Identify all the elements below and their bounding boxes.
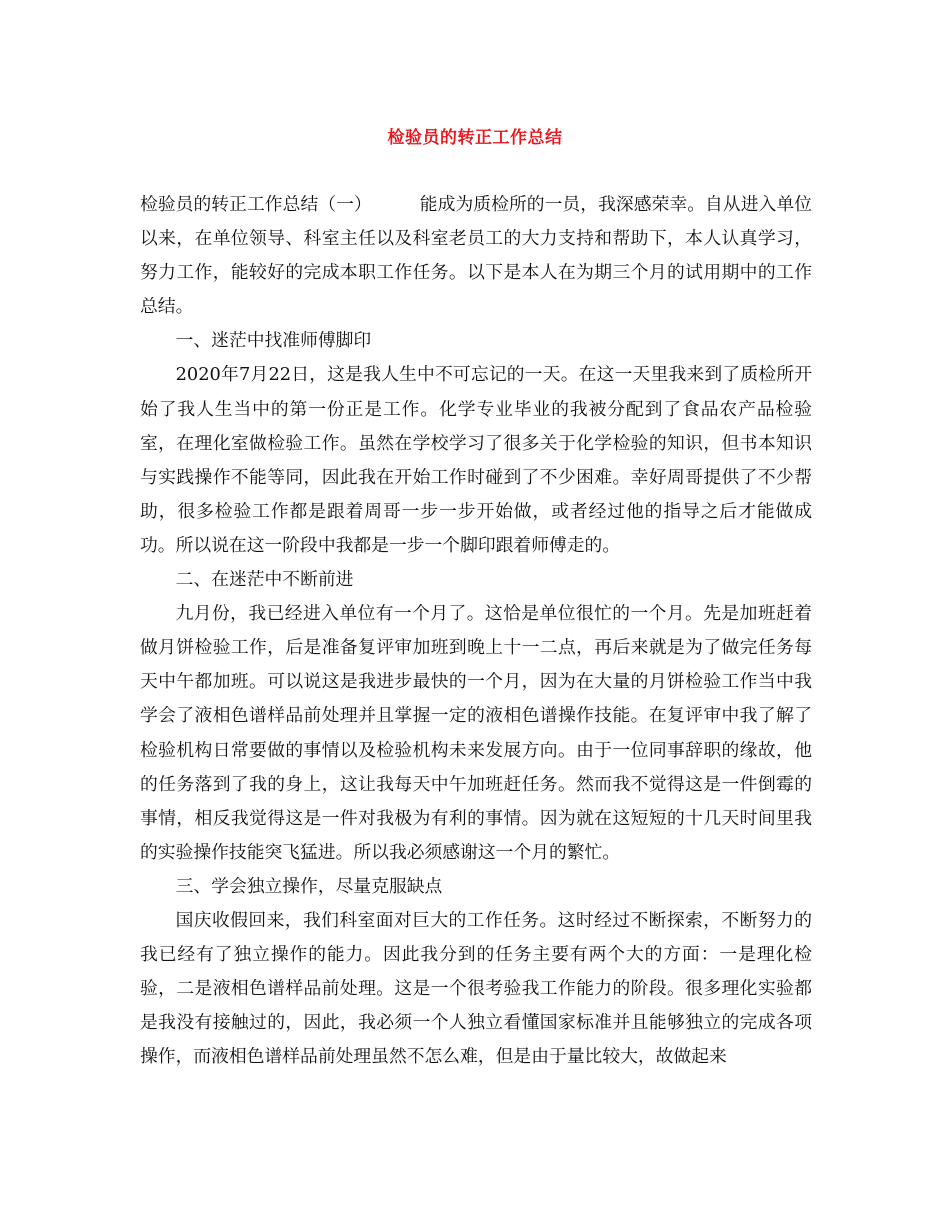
section-paragraph: 国庆收假回来，我们科室面对巨大的工作任务。这时经过不断探索，不断努力的我已经有了独立操作的能力。因此我分到的任务主要有两个大的方面：一是理化检验，二是液相色谱样品前处理。这是一个很考验我工作能力的阶段。很多理化实验都是我没有接触过的，因此，我必须一个人独立看懂国家标准并且能够独立的完成各项操作，而液相色谱样品前处理虽然不怎么难，但是由于量比较大，故做起来 — [140, 909, 812, 1068]
intro-paragraph — [140, 188, 812, 324]
intro-heading: 检验员的转正工作总结（一） — [140, 194, 372, 215]
intro-text: 能成为质检所的一员，我深感荣幸。自从进入单位以来，在单位领导、科室主任以及科室老员工的大力支持和帮助下，本人认真学习，努力工作，能较好的完成本职工作任务。以下是本人在为期三个月的试用期中的工作总结。 — [140, 194, 812, 318]
document-body — [140, 188, 812, 1074]
document-title: 检验员的转正工作总结 — [387, 128, 563, 148]
section-paragraph: 2020年7月22日，这是我人生中不可忘记的一天。在这一天里我来到了质检所开始了我人生当中的第一份正是工作。化学专业毕业的我被分配到了食品农产品检验室，在理化室做检验工作。虽然在学校学习了很多关于化学检验的知识，但书本知识与实践操作不能等同，因此我在开始工作时碰到了不少困难。幸好周哥提供了不少帮助，很多检验工作都是跟着周哥一步一步开始做，或者经过他的指导之后才能做成功。所以说在这一阶段中我都是一步一个脚印跟着师傅走的。 — [140, 364, 812, 556]
section-heading: 三、学会独立操作，尽量克服缺点 — [175, 875, 443, 897]
section-paragraph: 九月份，我已经进入单位有一个月了。这恰是单位很忙的一个月。先是加班赶着做月饼检验工作，后是准备复评审加班到晚上十一二点，再后来就是为了做完任务每天中午都加班。可以说这是我进步最快的一个月，因为在大量的月饼检验工作当中我学会了液相色谱样品前处理并且掌握一定的液相色谱操作技能。在复评审中我了解了检验机构日常要做的事情以及检验机构未来发展方向。由于一位同事辞职的缘故，他的任务落到了我的身上，这让我每天中午加班赶任务。然而我不觉得这是一件倒霉的事情，相反我觉得这是一件对我极为有利的事情。因为就在这短短的十几天时间里我的实验操作技能突飞猛进。所以我必须感谢这一个月的繁忙。 — [140, 603, 812, 863]
section-heading: 二、在迷茫中不断前进 — [175, 569, 354, 591]
section-heading: 一、迷茫中找准师傅脚印 — [175, 330, 372, 352]
